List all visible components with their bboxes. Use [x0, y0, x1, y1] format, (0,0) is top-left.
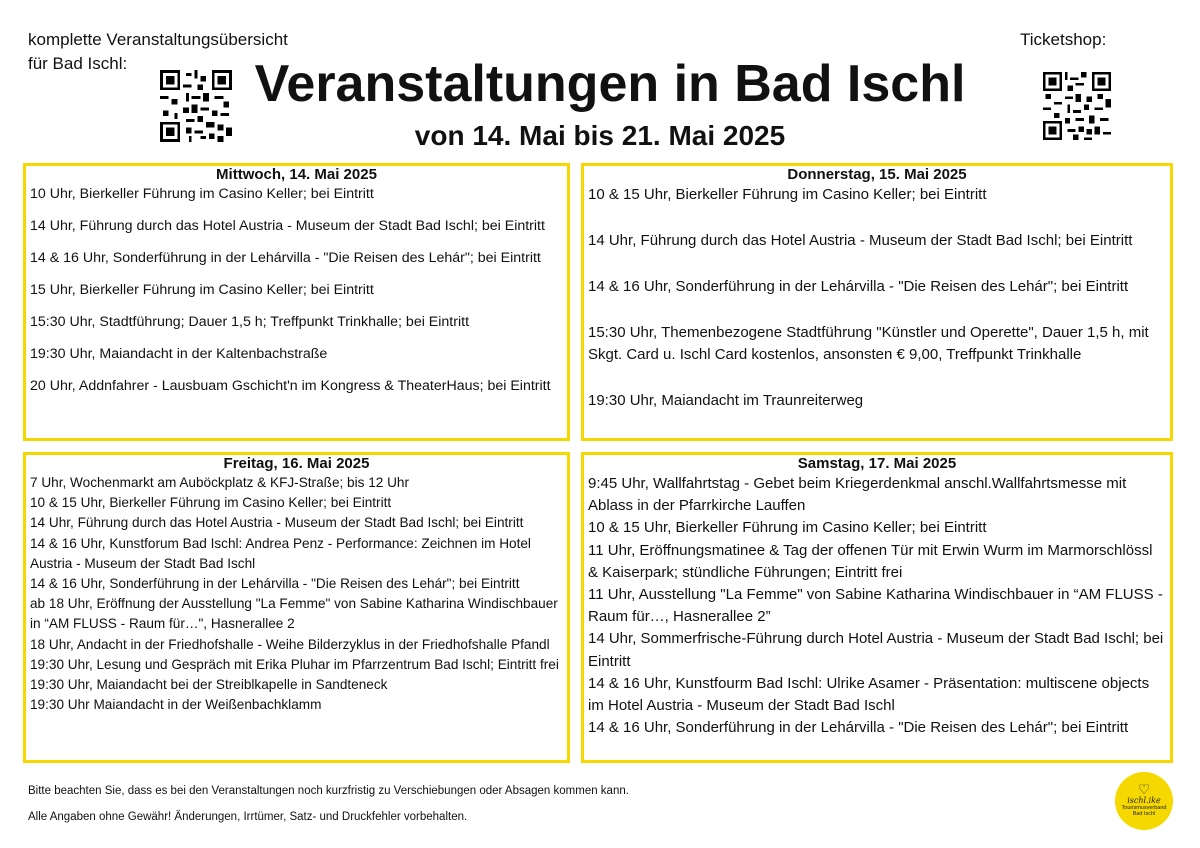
- event-item: 15:30 Uhr, Themenbezogene Stadtführung "Künstler und Operette", Dauer 1,5 h, mit Skgt. Card u. Ischl Card kostenlos, ansonsten € 9,00, Treffpunkt Trinkhalle: [588, 324, 1149, 363]
- overview-label-line2: für Bad Ischl:: [28, 54, 128, 73]
- page-title: Veranstaltungen in Bad Ischl: [254, 55, 966, 113]
- logo-line2: Bad Ischl: [1132, 811, 1156, 817]
- event-item: 18 Uhr, Andacht in der Friedhofshalle - Weihe Bilderzyklus in der Friedhofshalle Pfandl: [30, 636, 550, 652]
- event-item: 14 Uhr, Führung durch das Hotel Austria - Museum der Stadt Bad Ischl; bei Eintritt: [30, 218, 545, 234]
- event-item: 7 Uhr, Wochenmarkt am Auböckplatz & KFJ-Straße; bis 12 Uhr: [30, 475, 410, 490]
- overview-label: komplette Veranstaltungsübersicht: [28, 30, 288, 49]
- day-heading: Samstag, 17. Mai 2025: [797, 455, 957, 472]
- page-subtitle: von 14. Mai bis 21. Mai 2025: [414, 120, 786, 151]
- event-item: 10 & 15 Uhr, Bierkeller Führung im Casino Keller; bei Eintritt: [30, 495, 392, 511]
- event-item: 10 Uhr, Bierkeller Führung im Casino Keller; bei Eintritt: [30, 186, 374, 202]
- day-panel-saturday: [581, 452, 1173, 763]
- event-item: 11 Uhr, Ausstellung "La Femme" von Sabine Katharina Windischbauer in “AM FLUSS - Raum für…, Hasnerallee 2”: [588, 586, 1163, 626]
- event-item: 14 Uhr, Sommerfrische-Führung durch Hotel Austria - Museum der Stadt Bad Ischl; bei Eintritt: [588, 630, 1164, 670]
- qr-code-ticketshop-icon[interactable]: [1043, 72, 1111, 140]
- event-item: 14 Uhr, Führung durch das Hotel Austria - Museum der Stadt Bad Ischl; bei Eintritt: [588, 232, 1133, 249]
- event-item: 19:30 Uhr, Lesung und Gespräch mit Erika Pluhar im Pfarrzentrum Bad Ischl; Eintritt frei: [30, 656, 559, 672]
- event-item: 14 & 16 Uhr, Sonderführung in der Lehárvilla - "Die Reisen des Lehár"; bei Eintritt: [30, 576, 520, 592]
- qr-code-overview-icon[interactable]: [160, 70, 232, 142]
- event-item: 14 & 16 Uhr, Sonderführung in der Lehárvilla - "Die Reisen des Lehár"; bei Eintritt: [30, 250, 541, 266]
- event-item: 19:30 Uhr, Maiandacht bei der Streiblkapelle in Sandteneck: [30, 677, 388, 693]
- event-item: 10 & 15 Uhr, Bierkeller Führung im Casino Keller; bei Eintritt: [588, 186, 987, 203]
- event-item: 20 Uhr, Addnfahrer - Lausbuam Gschicht'n im Kongress & TheaterHaus; bei Eintritt: [30, 378, 551, 394]
- event-item: 10 & 15 Uhr, Bierkeller Führung im Casino Keller; bei Eintritt: [588, 519, 987, 537]
- event-item: 11 Uhr, Eröffnungsmatinee & Tag der offenen Tür mit Erwin Wurm im Marmorschlössl & Kaiserpark; stündliche Führungen; Eintritt frei: [588, 541, 1153, 581]
- event-item: 14 Uhr, Führung durch das Hotel Austria - Museum der Stadt Bad Ischl; bei Eintritt: [30, 515, 524, 531]
- event-item: 15 Uhr, Bierkeller Führung im Casino Keller; bei Eintritt: [30, 282, 374, 298]
- event-item: 19:30 Uhr, Maiandacht im Traunreiterweg: [588, 392, 864, 409]
- ticketshop-label: Ticketshop:: [1020, 30, 1107, 49]
- event-item: ab 18 Uhr, Eröffnung der Ausstellung "La Femme" von Sabine Katharina Windischbauer in “AM FLUSS - Raum für…", Hasnerallee 2: [30, 596, 558, 632]
- event-item: 19:30 Uhr Maiandacht in der Weißenbachklamm: [30, 697, 322, 713]
- header-left-text: [28, 28, 288, 76]
- logo-script: ischl.ike: [1127, 796, 1161, 805]
- day-panel-friday: [23, 452, 570, 763]
- day-panel-wednesday: [23, 163, 570, 441]
- tourism-logo[interactable]: [1115, 772, 1173, 830]
- event-item: 14 & 16 Uhr, Kunstforum Bad Ischl: Andrea Penz - Performance: Zeichnen im Hotel Austria - Museum der Stadt Bad Ischl: [30, 535, 531, 571]
- day-panel-thursday: [581, 163, 1173, 441]
- event-item: 15:30 Uhr, Stadtführung; Dauer 1,5 h; Treffpunkt Trinkhalle; bei Eintritt: [30, 314, 470, 330]
- event-item: 14 & 16 Uhr, Kunstfourm Bad Ischl: Ulrike Asamer - Präsentation: multiscene objects im Hotel Austria - Museum der Stadt Bad Ischl: [588, 674, 1150, 715]
- event-item: 9:45 Uhr, Wallfahrtstag - Gebet beim Kriegerdenkmal anschl.Wallfahrtsmesse mit Ablass in der Pfarrkirche Lauffen: [588, 475, 1127, 515]
- disclaimer-note: Bitte beachten Sie, dass es bei den Veranstaltungen noch kurzfristig zu Verschiebungen oder Absagen kommen kann.: [28, 785, 629, 797]
- logo-line1: Tourismusverband: [1121, 805, 1167, 811]
- liability-note: Alle Angaben ohne Gewähr! Änderungen, Irrtümer, Satz- und Druckfehler vorbehalten.: [28, 811, 468, 823]
- event-item: 14 & 16 Uhr, Sonderführung in der Lehárvilla - "Die Reisen des Lehár"; bei Eintritt: [588, 278, 1129, 295]
- day-heading: Donnerstag, 15. Mai 2025: [787, 166, 967, 183]
- heart-icon: ♡: [1137, 781, 1151, 797]
- day-heading: Mittwoch, 14. Mai 2025: [216, 166, 377, 183]
- event-item: 19:30 Uhr, Maiandacht in der Kaltenbachstraße: [30, 346, 328, 362]
- event-item: 14 & 16 Uhr, Sonderführung in der Lehárvilla - "Die Reisen des Lehár"; bei Eintritt: [588, 719, 1129, 737]
- day-heading: Freitag, 16. Mai 2025: [223, 455, 370, 472]
